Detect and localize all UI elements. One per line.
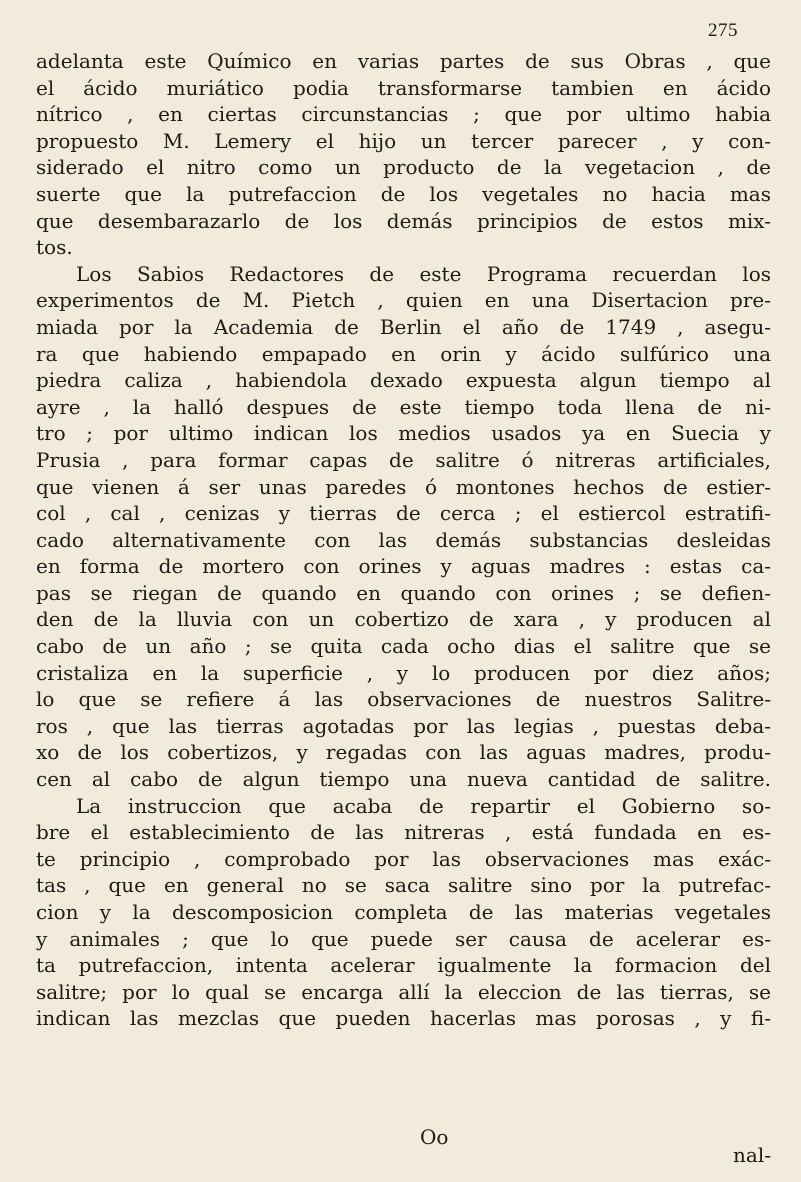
text-line: que vienen á ser unas paredes ó montones hechos de estier- (36, 474, 771, 499)
text-line: cabo de un año ; se quita cada ocho dias el salitre que se (36, 634, 771, 659)
text-line: en forma de mortero con orines y aguas madres : estas ca- (36, 554, 771, 579)
text-line: que desembarazarlo de los demás principios de estos mix- (36, 208, 771, 233)
text-line: col , cal , cenizas y tierras de cerca ; el estiercol estratifi- (36, 501, 771, 526)
text-line: den de la lluvia con un cobertizo de xara , y producen al (36, 607, 771, 632)
text-line: bre el establecimiento de las nitreras , está fundada en es- (36, 820, 771, 845)
text-line: tro ; por ultimo indican los medios usados ya en Suecia y (36, 421, 771, 446)
page-number: 275 (708, 20, 738, 41)
text-line: Prusia , para formar capas de salitre ó nitreras artificiales, (36, 447, 771, 472)
text-line: siderado el nitro como un producto de la vegetacion , de (36, 155, 771, 180)
text-line: pas se riegan de quando en quando con orines ; se defien- (36, 580, 771, 605)
signature-mark: Oo (420, 1125, 449, 1149)
text-line: ra que habiendo empapado en orin y ácido sulfúrico una (36, 341, 771, 366)
text-line: piedra caliza , habiendola dexado expuesta algun tiempo al (36, 368, 771, 393)
text-line: experimentos de M. Pietch , quien en una Disertacion pre- (36, 288, 771, 313)
text-line: miada por la Academia de Berlin el año de 1749 , asegu- (36, 314, 771, 339)
catchword: nal- (733, 1143, 771, 1167)
text-line: propuesto M. Lemery el hijo un tercer parecer , y con- (36, 128, 771, 153)
paragraph-start-line: Los Sabios Redactores de este Programa recuerdan los (76, 261, 771, 286)
text-line: suerte que la putrefaccion de los vegetales no hacia mas (36, 181, 771, 206)
body-text (36, 48, 771, 1032)
text-line: cion y la descomposicion completa de las materias vegetales (36, 900, 771, 924)
text-line: xo de los cobertizos, y regadas con las aguas madres, produ- (36, 740, 771, 765)
text-line: lo que se refiere á las observaciones de nuestros Salitre- (36, 687, 771, 712)
text-line: ros , que las tierras agotadas por las legias , puestas deba- (36, 713, 771, 738)
text-line: salitre; por lo qual se encarga allí la eleccion de las tierras, se (36, 979, 771, 1004)
text-line: cristaliza en la superficie , y lo producen por diez años; (36, 660, 771, 685)
paragraph-start-line: La instruccion que acaba de repartir el Gobierno so- (76, 793, 771, 818)
text-line: tos. (36, 235, 73, 260)
text-line: tas , que en general no se saca salitre sino por la putrefac- (36, 873, 771, 898)
page-footer (36, 1125, 771, 1168)
text-line: ta putrefaccion, intenta acelerar igualmente la formacion del (36, 953, 771, 978)
text-line: cen al cabo de algun tiempo una nueva cantidad de salitre. (36, 767, 771, 792)
text-line: te principio , comprobado por las observaciones mas exác- (36, 846, 771, 871)
text-line: ayre , la halló despues de este tiempo toda llena de ni- (36, 394, 771, 419)
text-line: indican las mezclas que pueden hacerlas mas porosas , y fi- (36, 1006, 771, 1031)
text-line: adelanta este Químico en varias partes de sus Obras , que (36, 49, 771, 73)
text-line: cado alternativamente con las demás substancias desleidas (36, 527, 771, 552)
text-line: y animales ; que lo que puede ser causa de acelerar es- (36, 926, 771, 951)
text-line: nítrico , en ciertas circunstancias ; que por ultimo habia (36, 102, 771, 127)
text-line: el ácido muriático podia transformarse tambien en ácido (36, 75, 771, 100)
